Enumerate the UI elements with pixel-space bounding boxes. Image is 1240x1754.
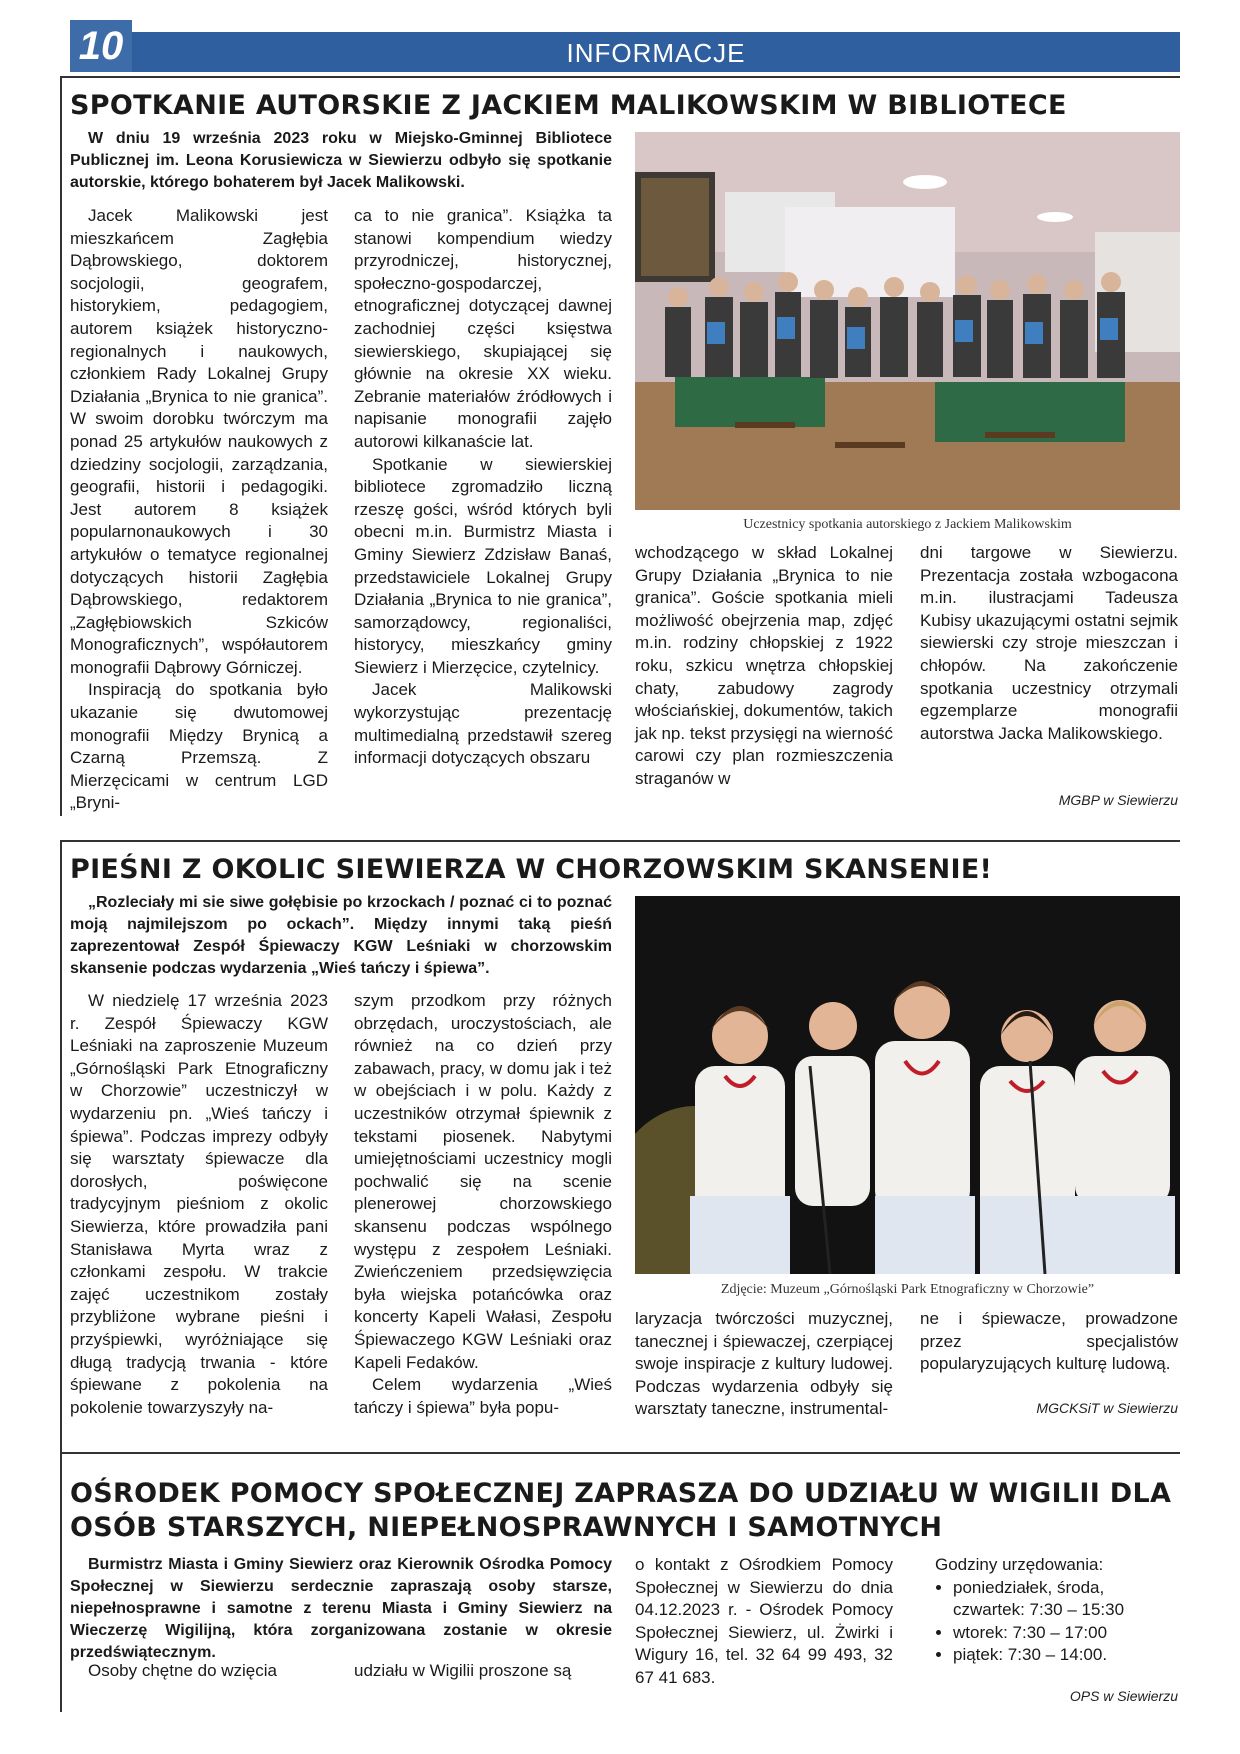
- article2-col1: [70, 990, 328, 1419]
- article3-title-line2: OSÓB STARSZYCH, NIEPEŁNOSPRAWNYCH I SAMOTNYCH: [70, 1512, 943, 1543]
- article3-lead: Burmistrz Miasta i Gminy Siewierz oraz Kierownik Ośrodka Pomocy Społecznej w Siewierzu serdecznie zapraszają osoby starsze, niepełnosprawne i samotne z terenu Miasta i Gminy Siewierz na Wieczerzę Wigilijną, która zorganizowana zostanie w okresie przedświątecznym.: [70, 1556, 612, 1661]
- article1-col4-p1: dni targowe w Siewierzu. Prezentacja została wzbogacona m.in. ilustracjami Tadeusza Kubisy ukazującymi ostatni sejmik siewierski czy stroje mieszczan i chłopów. Na zakończenie spotkania uczestnicy otrzymali egzemplarze monografii autorstwa Jacka Malikowskiego.: [920, 543, 1178, 743]
- article1-col4: [920, 542, 1178, 745]
- article2-col3-p1: laryzacja twórczości muzycznej, tanecznej i śpiewaczej, czerpiącej swoje inspiracje z kultury ludowej. Podczas wydarzenia odbyły się warsztaty taneczne, instrumental-: [635, 1309, 893, 1419]
- article3-col1: [70, 1660, 328, 1683]
- article1-col3: [635, 542, 893, 791]
- article1-col1: [70, 205, 328, 815]
- article3-col2: [354, 1660, 612, 1683]
- article1-signature: MGBP w Siewierzu: [1058, 792, 1178, 808]
- article1-col1-p2: Inspiracją do spotkania było ukazanie się dwutomowej monografii Między Brynicą a Czarną Przemszą. Z Mierzęcicami w centrum LGD „Bryni-: [70, 680, 328, 813]
- hours-item: • wtorek: 7:30 – 17:00: [953, 1622, 1180, 1645]
- article-divider-1: [60, 840, 1180, 842]
- left-rule-3: [60, 1452, 62, 1712]
- article-divider-2: [60, 1452, 1180, 1454]
- article2-col2: [354, 990, 612, 1419]
- article3-title-line1: OŚRODEK POMOCY SPOŁECZNEJ ZAPRASZA DO UDZIAŁU W WIGILII DLA: [70, 1478, 1172, 1509]
- article3-signature: OPS w Siewierzu: [1069, 1688, 1178, 1704]
- article2-photo-caption: Zdjęcie: Muzeum „Górnośląski Park Etnograficzny w Chorzowie”: [720, 1282, 1095, 1297]
- article3-hours: [935, 1554, 1180, 1667]
- article1-photo-caption: Uczestnicy spotkania autorskiego z Jackiem Malikowskim: [743, 517, 1072, 532]
- hours-list: [935, 1577, 1180, 1667]
- section-header: INFORMACJE: [132, 32, 1180, 72]
- header-rule: [60, 76, 1180, 78]
- hours-item: • poniedziałek, środa, czwartek: 7:30 – 15:30: [953, 1577, 1180, 1622]
- article2-col3: [635, 1308, 893, 1421]
- article3-col1-p1: Osoby chętne do wzięcia: [88, 1661, 277, 1680]
- article2-col4: [920, 1308, 1178, 1376]
- left-rule-2: [60, 840, 62, 1452]
- article1-col2-p1: ca to nie granica”. Książka ta stanowi kompendium wiedzy przyrodniczej, historycznej, społeczno-gospodarczej, etnograficznej dotyczącej dawnej zachodniej części księstwa siewierskiego, skupiającej się głównie na okresie XX wieku. Zebranie materiałów źródłowych i napisanie monografii zajęło autorowi kilkanaście lat.: [354, 206, 612, 451]
- article3-col3: [635, 1554, 893, 1690]
- article2-col2-p1: szym przodkom przy różnych obrzędach, uroczystościach, ale również na co dzień przy zabawach, pracy, w domu jak i też w obejściach i w polu. Każdy z uczestników otrzymał śpiewnik z tekstami piosenek. Nabytymi umiejętnościami uczestnicy mogli pochwalić się na scenie plenerowej chorzowskiego skansenu podczas wspólnego występu z zespołem Leśniaki. Zwieńczeniem przedsięwzięcia była wiejska potańcówka oraz koncerty Kapeli Wałasi, Zespołu Śpiewaczego KGW Leśniaki oraz Kapeli Fedaków.: [354, 991, 612, 1372]
- article1-col2: [354, 205, 612, 770]
- article1-col3-p1: wchodzącego w skład Lokalnej Grupy Działania „Brynica to nie granica”. Goście spotkania mieli możliwość obejrzenia map, zdjęć m.in. rodziny chłopskiej z 1922 roku, szkicu wnętrza chłopskiej chaty, zabudowy zagrody włościańskiej, dokumentów, takich jak np. tekst przysięgi na wierność carowi czy plan rozmieszczenia straganów w: [635, 543, 893, 788]
- left-rule-1: [60, 76, 62, 816]
- article3-col3-p1: o kontakt z Ośrodkiem Pomocy Społecznej w Siewierzu do dnia 04.12.2023 r. - Ośrodek Pomocy Społecznej Siewierz, ul. Żwirki i Wigury 16, tel. 32 64 99 493, 32 67 41 683.: [635, 1555, 893, 1687]
- article1-col2-p3: Jacek Malikowski wykorzystując prezentację multimedialną przedstawił szereg informacji dotyczących obszaru: [354, 680, 612, 768]
- article1-col2-p2: Spotkanie w siewierskiej bibliotece zgromadziło liczną rzeszę gości, wśród których byli obecni m.in. Burmistrz Miasta i Gminy Siewierz Zdzisław Banaś, przedstawiciele Lokalnej Grupy Działania „Brynica to nie granica”, samorządowcy, regionaliści, historycy, mieszkańcy gminy Siewierz i Mierzęcice, czytelnicy.: [354, 454, 612, 677]
- article2-lead: „Rozleciały mi sie siwe gołębisie po krzockach / poznać ci to poznać moją najmilejszom po ockach”. Między innymi taką pieśń zaprezentował Zespół Śpiewaczy KGW Leśniaki w chorzowskim skansenie podczas wydarzenia „Wieś tańczy i śpiewa”.: [70, 894, 612, 977]
- page-number: 10: [70, 20, 132, 72]
- article2-title: PIEŚNI Z OKOLIC SIEWIERZA W CHORZOWSKIM SKANSENIE!: [70, 854, 993, 885]
- article2-col1-p1: W niedzielę 17 września 2023 r. Zespół Śpiewaczy KGW Leśniaki na zaproszenie Muzeum „Górnośląski Park Etnograficzny w Chorzowie” uczestniczył w wydarzeniu pn. „Wieś tańczy i śpiewa”. Podczas imprezy odbyły się warsztaty śpiewacze dla dorosłych, poświęcone tradycyjnym pieśniom z okolic Siewierza, które prowadziła pani Stanisława Myrta wraz z członkami zespołu. W trakcie zajęć uczestnikom zostały przybliżone wybrane pieśni i przyśpiewki, wyróżniające się długą tradycją trwania - które śpiewane z pokolenia na pokolenie towarzyszyły na-: [70, 991, 328, 1417]
- hours-title: Godziny urzędowania:: [935, 1555, 1104, 1574]
- article1-lead: W dniu 19 września 2023 roku w Miejsko-Gminnej Bibliotece Publicznej im. Leona Korusiewicza w Siewierzu odbyło się spotkanie autorskie, którego bohaterem był Jacek Malikowski.: [70, 130, 612, 191]
- hours-item: • piątek: 7:30 – 14:00.: [953, 1644, 1180, 1667]
- article2-col2-p2: Celem wydarzenia „Wieś tańczy i śpiewa” była popu-: [354, 1375, 612, 1417]
- singers-photo: [635, 896, 1180, 1274]
- article3-col2-p1: udziału w Wigilii proszone są: [354, 1661, 572, 1680]
- article1-col1-p1: Jacek Malikowski jest mieszkańcem Zagłębia Dąbrowskiego, doktorem socjologii, geografem, historykiem, pedagogiem, autorem książek historyczno-regionalnych i naukowych, członkiem Rady Lokalnej Grupy Działania „Brynica to nie granica”. W swoim dorobku twórczym ma ponad 25 artykułów naukowych z dziedziny socjologii, zarządzania, geografii, historii i pedagogiki. Jest autorem 8 książek popularnonaukowych i 30 artykułów o tematyce regionalnej dotyczących historii Zagłębia Dąbrowskiego, redaktorem „Zagłębiowskich Szkiców Monograficznych”, współautorem monografii Dąbrowy Górniczej.: [70, 206, 328, 677]
- group-photo: [635, 132, 1180, 510]
- article2-signature: MGCKSiT w Siewierzu: [1036, 1400, 1178, 1416]
- article2-col4-p1: ne i śpiewacze, prowadzone przez specjalistów popularyzujących kulturę ludową.: [920, 1309, 1178, 1374]
- article1-title: SPOTKANIE AUTORSKIE Z JACKIEM MALIKOWSKIM W BIBLIOTECE: [70, 90, 1067, 121]
